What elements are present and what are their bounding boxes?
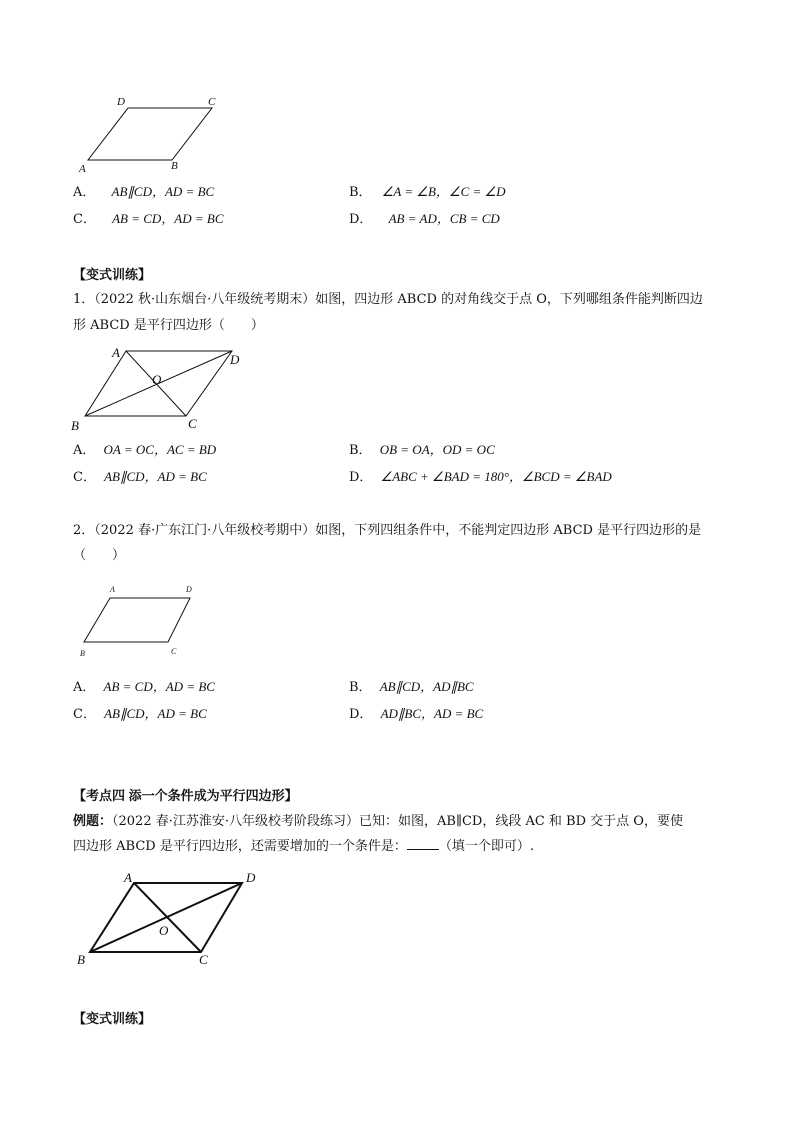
option-text: AB∥CD，AD = BC	[104, 706, 207, 721]
label-c: C	[171, 647, 177, 656]
q1-option-c[interactable]	[73, 468, 207, 487]
label-a: A	[79, 163, 86, 175]
example-stem-3: （填一个即可）.	[438, 839, 534, 854]
option-letter: D．	[349, 707, 373, 722]
example-line2	[73, 836, 534, 858]
section-heading-kaodian-4: 【考点四 添一个条件成为平行四边形】	[73, 788, 298, 803]
label-c: C	[208, 96, 216, 108]
parallelogram-abcd	[88, 108, 212, 160]
q0-option-b[interactable]	[349, 183, 506, 202]
option-text: AB = CD，AD = BC	[112, 211, 224, 226]
label-c: C	[188, 416, 197, 431]
label-a: A	[112, 345, 120, 360]
q1-stem-line1: 1．（2022 秋·山东烟台·八年级统考期末）如图，四边形 ABCD 的对角线交于点 O，下列哪组条件能判断四边	[73, 292, 703, 307]
section-heading-variant-2: 【变式训练】	[73, 1011, 152, 1026]
label-d: D	[117, 96, 125, 108]
q2-option-b[interactable]	[349, 678, 474, 697]
q1-option-b[interactable]	[349, 441, 495, 460]
label-b: B	[77, 952, 85, 967]
option-letter: C．	[73, 470, 96, 485]
q2-option-c[interactable]	[73, 705, 207, 724]
option-text: AB∥CD，AD∥BC	[379, 679, 474, 694]
option-letter: D．	[349, 212, 373, 227]
option-text: OB = OA，OD = OC	[379, 442, 495, 457]
option-letter: C．	[73, 212, 96, 227]
option-text: AB∥CD，AD = BC	[111, 184, 215, 199]
label-a: A	[110, 585, 115, 594]
label-c: C	[199, 952, 208, 967]
option-letter: A．	[73, 680, 96, 695]
example-stem: （2022 春·江苏淮安·八年级校考阶段练习）已知：如图，AB∥CD，线段 AC 和 BD 交于点 O，要使	[112, 814, 683, 829]
label-b: B	[80, 649, 85, 658]
label-o: O	[159, 923, 169, 938]
option-text: AB = AD，CB = CD	[388, 211, 500, 226]
figure-q1	[65, 340, 265, 432]
example-line1	[73, 810, 683, 833]
q2-stem-line2: （ ）	[73, 548, 126, 563]
figure-q2	[70, 580, 210, 662]
q1-stem-line2: 形 ABCD 是平行四边形（ ）	[73, 318, 264, 333]
option-text: AB∥CD，AD = BC	[104, 469, 207, 484]
option-letter: A．	[73, 443, 96, 458]
option-text: AB = CD，AD = BC	[103, 679, 215, 694]
label-d: D	[230, 352, 240, 367]
section-heading-variant-1: 【变式训练】	[73, 267, 152, 282]
label-b: B	[171, 160, 178, 172]
q2-option-a[interactable]	[73, 678, 215, 697]
option-letter: C．	[73, 707, 96, 722]
q0-option-c[interactable]	[73, 210, 224, 229]
figure-example	[70, 866, 270, 970]
label-b: B	[71, 418, 79, 432]
label-d: D	[246, 870, 256, 885]
option-text: AD∥BC，AD = BC	[380, 706, 484, 721]
q2-option-d[interactable]	[349, 705, 483, 724]
option-letter: B．	[349, 185, 372, 200]
q0-option-a[interactable]	[73, 183, 214, 202]
parallelogram-abcd	[84, 598, 190, 642]
option-text: OA = OC，AC = BD	[103, 442, 217, 457]
q0-option-d[interactable]	[349, 210, 500, 229]
figure-q0	[70, 90, 250, 175]
q2-stem-line1: 2．（2022 春·广东江门·八年级校考期中）如图，下列四组条件中，不能判定四边形 ABCD 是平行四边形的是	[73, 523, 702, 538]
label-d: D	[186, 585, 192, 594]
option-text: ∠ABC + ∠BAD = 180°，∠BCD = ∠BAD	[380, 469, 612, 484]
example-stem-2: 四边形 ABCD 是平行四边形，还需要增加的一个条件是：	[73, 839, 407, 854]
label-o: O	[152, 372, 162, 387]
q1-option-d[interactable]	[349, 468, 612, 487]
option-letter: D．	[349, 470, 373, 485]
example-label: 例题：	[73, 813, 113, 828]
option-text: ∠A = ∠B，∠C = ∠D	[381, 184, 506, 199]
q1-option-a[interactable]	[73, 441, 216, 460]
option-letter: A．	[73, 185, 96, 200]
option-letter: B．	[349, 680, 372, 695]
answer-blank[interactable]	[407, 837, 439, 850]
option-letter: B．	[349, 443, 372, 458]
label-a: A	[124, 870, 132, 885]
